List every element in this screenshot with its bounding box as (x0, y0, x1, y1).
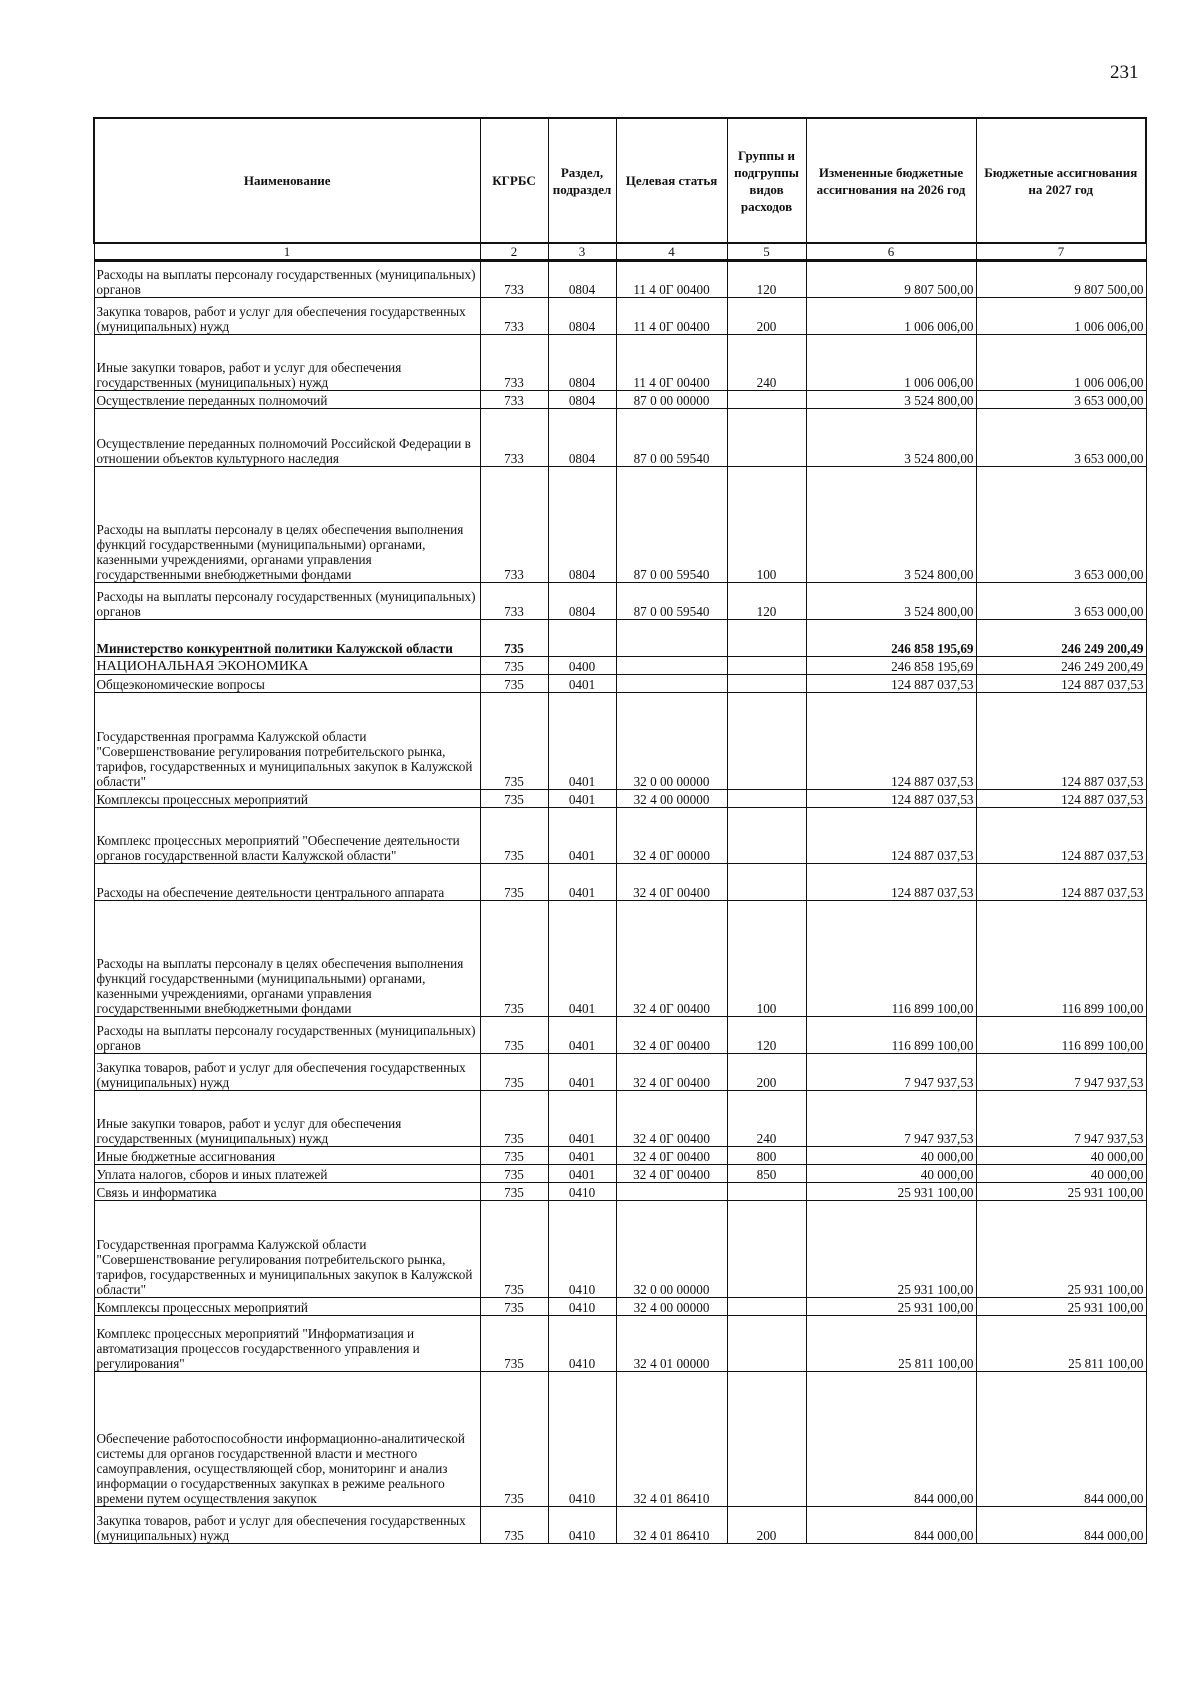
cell-razdel: 0804 (548, 409, 616, 467)
cell-sum-2027: 124 887 037,53 (976, 675, 1146, 693)
table-row (94, 1017, 1146, 1054)
cell-vid (727, 693, 806, 790)
cell-sum-2027: 3 653 000,00 (976, 583, 1146, 620)
cell-razdel: 0410 (548, 1201, 616, 1298)
cell-vid: 850 (727, 1165, 806, 1183)
cell-name: НАЦИОНАЛЬНАЯ ЭКОНОМИКА (94, 657, 480, 675)
cell-statya (616, 657, 727, 675)
cell-kgrbs: 735 (480, 1017, 548, 1054)
cell-statya: 32 4 01 86410 (616, 1507, 727, 1544)
cell-sum-2026: 124 887 037,53 (806, 864, 976, 901)
table-row (94, 583, 1146, 620)
cell-name: Общеэкономические вопросы (94, 675, 480, 693)
table-row (94, 1507, 1146, 1544)
cell-sum-2027: 25 811 100,00 (976, 1316, 1146, 1372)
cell-razdel: 0410 (548, 1316, 616, 1372)
cell-vid: 120 (727, 261, 806, 298)
cell-name: Комплекс процессных мероприятий "Информатизация и автоматизация процессов государственного управления и регулирования" (94, 1316, 480, 1372)
cell-name: Расходы на выплаты персоналу государственных (муниципальных) органов (94, 261, 480, 298)
header-row (94, 118, 1146, 243)
cell-sum-2026: 7 947 937,53 (806, 1091, 976, 1147)
cell-sum-2026: 40 000,00 (806, 1147, 976, 1165)
cell-razdel: 0401 (548, 1147, 616, 1165)
cell-statya: 32 4 0Г 00400 (616, 1017, 727, 1054)
cell-vid (727, 790, 806, 808)
cell-statya: 11 4 0Г 00400 (616, 298, 727, 335)
cell-kgrbs: 733 (480, 467, 548, 583)
cell-sum-2027: 1 006 006,00 (976, 298, 1146, 335)
cell-name: Расходы на выплаты персоналу государственных (муниципальных) органов (94, 1017, 480, 1054)
cell-statya: 32 0 00 00000 (616, 1201, 727, 1298)
cell-sum-2026: 25 811 100,00 (806, 1316, 976, 1372)
table-row (94, 409, 1146, 467)
cell-kgrbs: 735 (480, 1201, 548, 1298)
header-vid: Группы и подгруппы видов расходов (727, 118, 806, 243)
column-number: 7 (976, 243, 1146, 261)
cell-razdel: 0401 (548, 693, 616, 790)
cell-vid (727, 409, 806, 467)
table-row (94, 657, 1146, 675)
header-name: Наименование (94, 118, 480, 243)
cell-kgrbs: 735 (480, 1165, 548, 1183)
table-row (94, 1372, 1146, 1507)
cell-statya: 32 4 0Г 00400 (616, 1147, 727, 1165)
cell-sum-2026: 7 947 937,53 (806, 1054, 976, 1091)
cell-sum-2026: 124 887 037,53 (806, 675, 976, 693)
cell-statya: 32 4 0Г 00400 (616, 901, 727, 1017)
table-row (94, 1147, 1146, 1165)
cell-sum-2026: 3 524 800,00 (806, 467, 976, 583)
cell-vid (727, 675, 806, 693)
cell-statya: 87 0 00 59540 (616, 409, 727, 467)
cell-statya: 87 0 00 00000 (616, 391, 727, 409)
cell-kgrbs: 735 (480, 901, 548, 1017)
cell-sum-2027: 124 887 037,53 (976, 864, 1146, 901)
cell-statya (616, 1183, 727, 1201)
table-body (94, 261, 1146, 1544)
cell-sum-2026: 1 006 006,00 (806, 335, 976, 391)
cell-statya: 32 4 0Г 00400 (616, 1165, 727, 1183)
table-row (94, 864, 1146, 901)
cell-vid: 240 (727, 1091, 806, 1147)
header-sum-2027: Бюджетные ассигнования на 2027 год (976, 118, 1146, 243)
cell-kgrbs: 735 (480, 620, 548, 657)
cell-vid: 800 (727, 1147, 806, 1165)
cell-kgrbs: 735 (480, 693, 548, 790)
cell-vid (727, 1183, 806, 1201)
cell-sum-2027: 3 653 000,00 (976, 467, 1146, 583)
header-kgrbs: КГРБС (480, 118, 548, 243)
cell-name: Комплексы процессных мероприятий (94, 790, 480, 808)
cell-vid: 120 (727, 583, 806, 620)
cell-razdel: 0401 (548, 675, 616, 693)
cell-razdel: 0804 (548, 391, 616, 409)
cell-statya: 32 4 01 00000 (616, 1316, 727, 1372)
cell-name: Обеспечение работоспособности информационно-аналитической системы для органов государственной власти и местного самоуправления, осуществляющей сбор, мониторинг и анализ информации о государственных закупках в режиме реального времени путем осуществления закупок (94, 1372, 480, 1507)
header-sum-2026: Измененные бюджетные ассигнования на 2026 год (806, 118, 976, 243)
table-row (94, 675, 1146, 693)
cell-sum-2026: 844 000,00 (806, 1507, 976, 1544)
cell-razdel: 0401 (548, 1017, 616, 1054)
table-row (94, 790, 1146, 808)
table-row (94, 1316, 1146, 1372)
cell-sum-2027: 1 006 006,00 (976, 335, 1146, 391)
column-number: 4 (616, 243, 727, 261)
cell-sum-2027: 9 807 500,00 (976, 261, 1146, 298)
cell-kgrbs: 735 (480, 864, 548, 901)
cell-sum-2027: 25 931 100,00 (976, 1183, 1146, 1201)
table-row (94, 1298, 1146, 1316)
table-row (94, 1091, 1146, 1147)
cell-sum-2027: 3 653 000,00 (976, 391, 1146, 409)
cell-sum-2026: 25 931 100,00 (806, 1201, 976, 1298)
cell-name: Иные закупки товаров, работ и услуг для обеспечения государственных (муниципальных) нужд (94, 335, 480, 391)
cell-sum-2026: 3 524 800,00 (806, 409, 976, 467)
table-row (94, 808, 1146, 864)
cell-kgrbs: 735 (480, 790, 548, 808)
cell-kgrbs: 735 (480, 657, 548, 675)
cell-kgrbs: 735 (480, 1316, 548, 1372)
cell-name: Государственная программа Калужской области "Совершенствование регулирования потребительского рынка, тарифов, государственных и муниципальных закупок в Калужской области" (94, 693, 480, 790)
cell-sum-2026: 25 931 100,00 (806, 1298, 976, 1316)
cell-name: Осуществление переданных полномочий (94, 391, 480, 409)
column-number: 1 (94, 243, 480, 261)
cell-kgrbs: 733 (480, 298, 548, 335)
cell-statya (616, 620, 727, 657)
cell-sum-2027: 844 000,00 (976, 1372, 1146, 1507)
cell-razdel: 0804 (548, 583, 616, 620)
cell-name: Закупка товаров, работ и услуг для обеспечения государственных (муниципальных) нужд (94, 1054, 480, 1091)
cell-vid (727, 657, 806, 675)
cell-vid: 200 (727, 1054, 806, 1091)
cell-sum-2026: 124 887 037,53 (806, 808, 976, 864)
cell-statya (616, 675, 727, 693)
cell-razdel: 0410 (548, 1183, 616, 1201)
header-statya: Целевая статья (616, 118, 727, 243)
cell-sum-2026: 246 858 195,69 (806, 620, 976, 657)
cell-sum-2027: 124 887 037,53 (976, 790, 1146, 808)
cell-razdel: 0401 (548, 808, 616, 864)
cell-sum-2027: 7 947 937,53 (976, 1091, 1146, 1147)
cell-kgrbs: 735 (480, 1183, 548, 1201)
cell-razdel: 0804 (548, 467, 616, 583)
cell-sum-2027: 3 653 000,00 (976, 409, 1146, 467)
cell-sum-2026: 124 887 037,53 (806, 790, 976, 808)
table-row (94, 335, 1146, 391)
cell-sum-2026: 3 524 800,00 (806, 583, 976, 620)
cell-kgrbs: 733 (480, 583, 548, 620)
cell-kgrbs: 735 (480, 1091, 548, 1147)
table-row (94, 391, 1146, 409)
cell-razdel: 0410 (548, 1507, 616, 1544)
column-number-row (94, 243, 1146, 261)
column-number: 6 (806, 243, 976, 261)
cell-statya: 32 4 01 86410 (616, 1372, 727, 1507)
cell-sum-2027: 25 931 100,00 (976, 1201, 1146, 1298)
cell-name: Министерство конкурентной политики Калужской области (94, 620, 480, 657)
column-number: 5 (727, 243, 806, 261)
cell-vid (727, 1201, 806, 1298)
cell-name: Связь и информатика (94, 1183, 480, 1201)
budget-table (93, 117, 1147, 1544)
cell-name: Комплекс процессных мероприятий "Обеспечение деятельности органов государственной власти Калужской области" (94, 808, 480, 864)
cell-sum-2026: 844 000,00 (806, 1372, 976, 1507)
cell-kgrbs: 733 (480, 409, 548, 467)
cell-sum-2027: 124 887 037,53 (976, 808, 1146, 864)
cell-vid (727, 1372, 806, 1507)
cell-name: Закупка товаров, работ и услуг для обеспечения государственных (муниципальных) нужд (94, 298, 480, 335)
cell-vid (727, 620, 806, 657)
cell-sum-2026: 3 524 800,00 (806, 391, 976, 409)
cell-sum-2026: 116 899 100,00 (806, 1017, 976, 1054)
cell-kgrbs: 733 (480, 335, 548, 391)
cell-name: Уплата налогов, сборов и иных платежей (94, 1165, 480, 1183)
cell-razdel: 0804 (548, 298, 616, 335)
cell-statya: 32 4 0Г 00400 (616, 1054, 727, 1091)
cell-vid: 120 (727, 1017, 806, 1054)
column-number: 3 (548, 243, 616, 261)
page-number: 231 (1110, 62, 1139, 83)
cell-statya: 32 4 00 00000 (616, 790, 727, 808)
cell-name: Расходы на выплаты персоналу в целях обеспечения выполнения функций государственными (муниципальными) органами, казенными учреждениями, органами управления государственными внебюджетными фондами (94, 901, 480, 1017)
cell-razdel: 0401 (548, 1091, 616, 1147)
cell-statya: 11 4 0Г 00400 (616, 335, 727, 391)
table-row (94, 1054, 1146, 1091)
cell-vid: 200 (727, 298, 806, 335)
cell-vid (727, 1298, 806, 1316)
cell-razdel: 0410 (548, 1298, 616, 1316)
cell-sum-2027: 116 899 100,00 (976, 901, 1146, 1017)
cell-statya: 87 0 00 59540 (616, 583, 727, 620)
cell-statya: 32 4 0Г 00000 (616, 808, 727, 864)
cell-kgrbs: 735 (480, 1298, 548, 1316)
cell-statya: 32 4 00 00000 (616, 1298, 727, 1316)
cell-sum-2026: 124 887 037,53 (806, 693, 976, 790)
cell-sum-2027: 246 249 200,49 (976, 620, 1146, 657)
cell-name: Закупка товаров, работ и услуг для обеспечения государственных (муниципальных) нужд (94, 1507, 480, 1544)
cell-sum-2027: 844 000,00 (976, 1507, 1146, 1544)
cell-sum-2027: 7 947 937,53 (976, 1054, 1146, 1091)
cell-vid: 200 (727, 1507, 806, 1544)
cell-vid: 100 (727, 467, 806, 583)
cell-name: Государственная программа Калужской области "Совершенствование регулирования потребительского рынка, тарифов, государственных и муниципальных закупок в Калужской области" (94, 1201, 480, 1298)
cell-sum-2026: 40 000,00 (806, 1165, 976, 1183)
cell-vid (727, 391, 806, 409)
table-row (94, 1165, 1146, 1183)
cell-sum-2027: 40 000,00 (976, 1165, 1146, 1183)
column-number: 2 (480, 243, 548, 261)
cell-vid (727, 808, 806, 864)
cell-kgrbs: 735 (480, 1372, 548, 1507)
table-row (94, 261, 1146, 298)
cell-kgrbs: 735 (480, 1054, 548, 1091)
cell-sum-2027: 124 887 037,53 (976, 693, 1146, 790)
cell-name: Осуществление переданных полномочий Российской Федерации в отношении объектов культурного наследия (94, 409, 480, 467)
cell-statya: 11 4 0Г 00400 (616, 261, 727, 298)
table-row (94, 298, 1146, 335)
cell-kgrbs: 735 (480, 808, 548, 864)
cell-name: Расходы на выплаты персоналу государственных (муниципальных) органов (94, 583, 480, 620)
cell-razdel: 0410 (548, 1372, 616, 1507)
cell-vid (727, 864, 806, 901)
cell-sum-2026: 25 931 100,00 (806, 1183, 976, 1201)
cell-vid: 240 (727, 335, 806, 391)
cell-kgrbs: 735 (480, 675, 548, 693)
cell-razdel: 0804 (548, 335, 616, 391)
cell-kgrbs: 735 (480, 1147, 548, 1165)
cell-vid (727, 1316, 806, 1372)
cell-sum-2027: 40 000,00 (976, 1147, 1146, 1165)
table-row (94, 620, 1146, 657)
cell-name: Иные закупки товаров, работ и услуг для обеспечения государственных (муниципальных) нужд (94, 1091, 480, 1147)
cell-sum-2027: 246 249 200,49 (976, 657, 1146, 675)
cell-statya: 32 4 0Г 00400 (616, 1091, 727, 1147)
cell-razdel: 0804 (548, 261, 616, 298)
cell-sum-2026: 246 858 195,69 (806, 657, 976, 675)
cell-kgrbs: 733 (480, 391, 548, 409)
header-razdel: Раздел, подраздел (548, 118, 616, 243)
cell-razdel: 0400 (548, 657, 616, 675)
table-row (94, 693, 1146, 790)
table-row (94, 1201, 1146, 1298)
table-row (94, 1183, 1146, 1201)
cell-sum-2027: 25 931 100,00 (976, 1298, 1146, 1316)
cell-statya: 32 4 0Г 00400 (616, 864, 727, 901)
table-row (94, 901, 1146, 1017)
cell-statya: 87 0 00 59540 (616, 467, 727, 583)
cell-razdel: 0401 (548, 901, 616, 1017)
cell-sum-2026: 9 807 500,00 (806, 261, 976, 298)
cell-statya: 32 0 00 00000 (616, 693, 727, 790)
cell-name: Расходы на выплаты персоналу в целях обеспечения выполнения функций государственными (муниципальными) органами, казенными учреждениями, органами управления государственными внебюджетными фондами (94, 467, 480, 583)
cell-razdel: 0401 (548, 1165, 616, 1183)
cell-sum-2027: 116 899 100,00 (976, 1017, 1146, 1054)
cell-razdel: 0401 (548, 790, 616, 808)
cell-kgrbs: 735 (480, 1507, 548, 1544)
cell-sum-2026: 1 006 006,00 (806, 298, 976, 335)
cell-name: Расходы на обеспечение деятельности центрального аппарата (94, 864, 480, 901)
table-row (94, 467, 1146, 583)
cell-name: Комплексы процессных мероприятий (94, 1298, 480, 1316)
cell-sum-2026: 116 899 100,00 (806, 901, 976, 1017)
cell-vid: 100 (727, 901, 806, 1017)
cell-razdel (548, 620, 616, 657)
cell-name: Иные бюджетные ассигнования (94, 1147, 480, 1165)
cell-razdel: 0401 (548, 1054, 616, 1091)
cell-kgrbs: 733 (480, 261, 548, 298)
cell-razdel: 0401 (548, 864, 616, 901)
